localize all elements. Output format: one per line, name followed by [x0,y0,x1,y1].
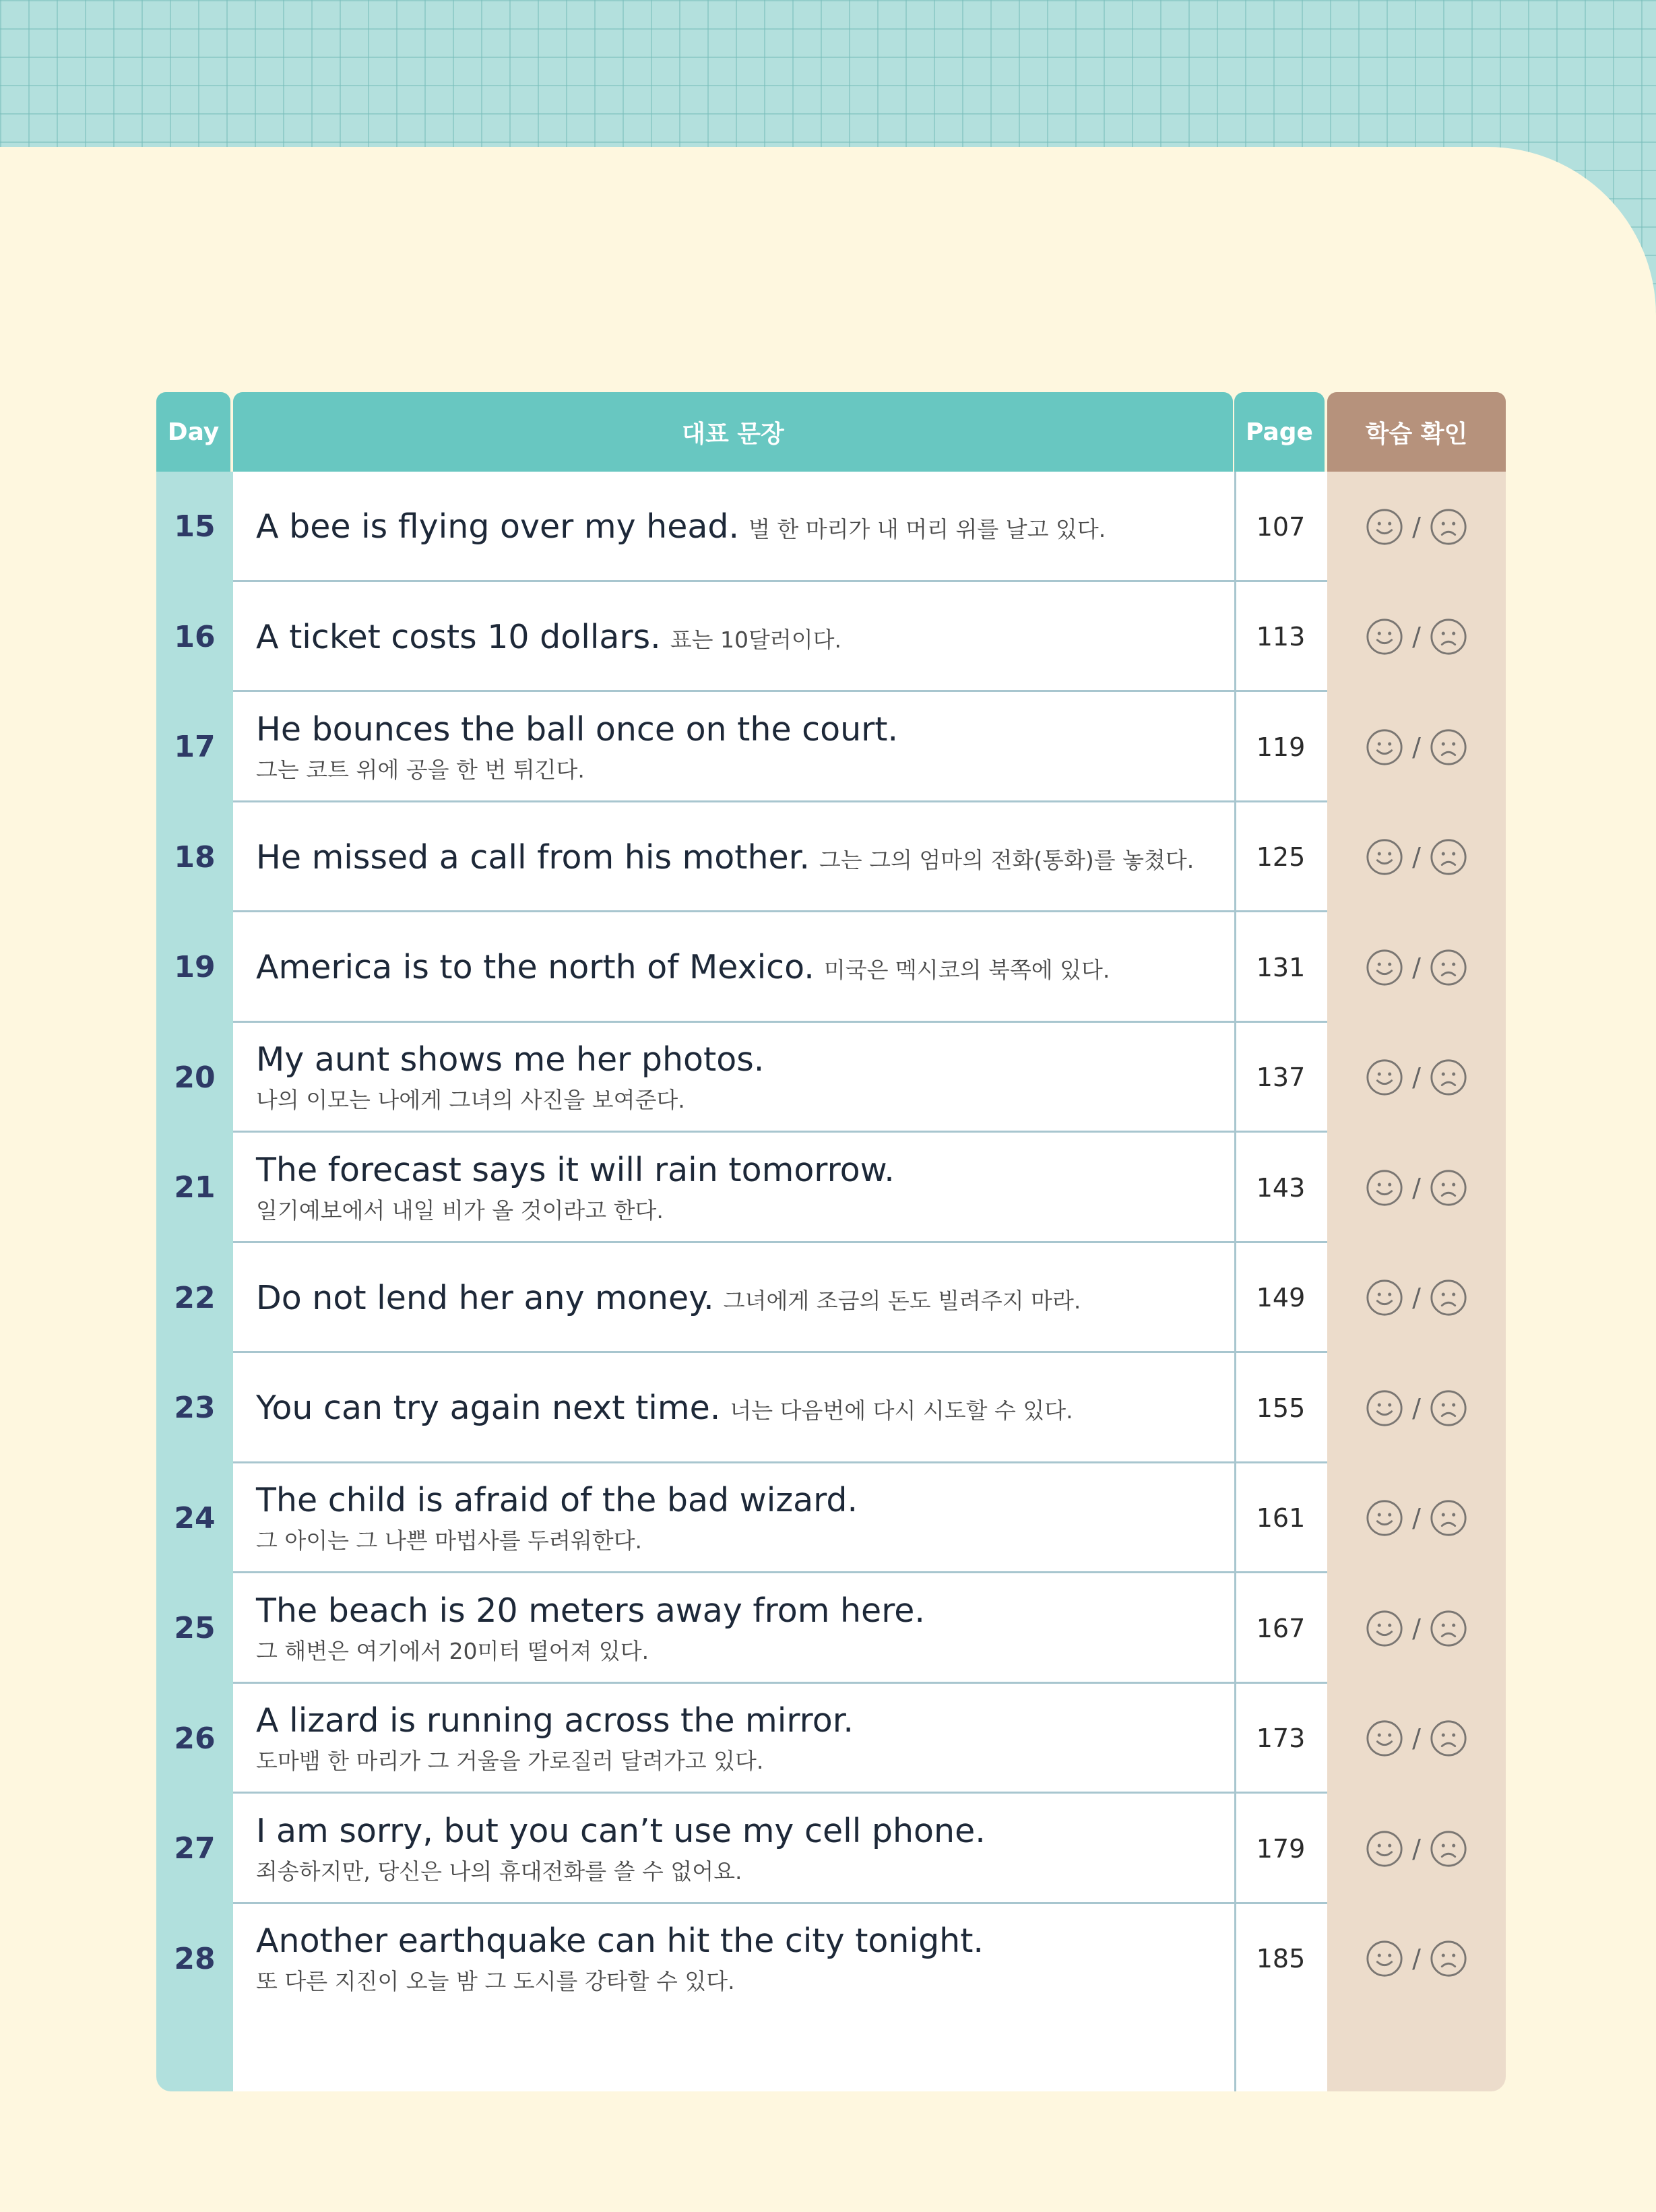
day-number: 15 [174,509,216,544]
page-number: 131 [1256,952,1306,982]
smile-icon[interactable] [1365,1058,1404,1097]
day-number: 27 [174,1831,216,1866]
page-number: 161 [1256,1503,1306,1534]
english-sentence: You can try again next time. [256,1389,721,1428]
korean-translation: 죄송하지만, 당신은 나의 휴대전화를 쓸 수 없어요. [256,1858,742,1885]
smile-icon[interactable] [1365,838,1404,877]
english-sentence: My aunt shows me her photos. [256,1040,765,1079]
sentence-cell [256,912,1219,1023]
table-row [156,1463,1506,1574]
study-check [1327,1243,1506,1354]
separator: / [1412,1393,1421,1423]
study-check [1327,1353,1506,1463]
page-number: 113 [1256,622,1306,652]
table-row [156,582,1506,693]
smile-icon[interactable] [1365,1939,1404,1978]
frown-icon[interactable] [1429,948,1468,987]
study-check [1327,1023,1506,1133]
page-number: 137 [1256,1063,1306,1093]
day-number: 19 [174,950,216,985]
smile-icon[interactable] [1365,617,1404,656]
separator: / [1412,1063,1421,1093]
korean-translation: 일기예보에서 내일 비가 올 것이라고 한다. [256,1197,664,1224]
separator: / [1412,622,1421,652]
day-number: 22 [174,1280,216,1315]
separator: / [1412,732,1421,762]
sentence-cell [256,1133,1219,1243]
table-row [156,472,1506,582]
separator: / [1412,952,1421,982]
table-header [156,392,1506,472]
smile-icon[interactable] [1365,1829,1404,1868]
english-sentence: America is to the north of Mexico. [256,948,815,987]
header-page: Page [1234,392,1325,472]
table-row [156,802,1506,913]
header-check: 학습 확인 [1327,392,1506,472]
separator: / [1412,1283,1421,1313]
korean-translation: 그 해변은 여기에서 20미터 떨어져 있다. [256,1637,649,1664]
english-sentence: The forecast says it will rain tomorrow. [256,1150,895,1189]
frown-icon[interactable] [1429,1058,1468,1097]
sentence-cell [256,1463,1219,1574]
frown-icon[interactable] [1429,1389,1468,1428]
korean-translation: 그녀에게 조금의 돈도 빌려주지 마라. [723,1287,1081,1314]
smile-icon[interactable] [1365,728,1404,767]
korean-translation: 나의 이모는 나에게 그녀의 사진을 보여준다. [256,1087,685,1114]
sentence-cell [256,1684,1219,1794]
study-check [1327,1573,1506,1684]
english-sentence: I am sorry, but you can’t use my cell phone. [256,1811,986,1850]
study-check [1327,472,1506,582]
smile-icon[interactable] [1365,1719,1404,1758]
day-number: 20 [174,1060,216,1095]
korean-translation: 또 다른 지진이 오늘 밤 그 도시를 강타할 수 있다. [256,1968,735,1995]
frown-icon[interactable] [1429,1719,1468,1758]
sentence-cell [256,692,1219,802]
frown-icon[interactable] [1429,838,1468,877]
header-day: Day [156,392,230,472]
day-number: 23 [174,1391,216,1426]
separator: / [1412,1724,1421,1754]
study-check [1327,1794,1506,1904]
korean-translation: 벌 한 마리가 내 머리 위를 날고 있다. [749,516,1106,543]
study-check [1327,1463,1506,1574]
table-body [156,472,1506,2091]
table-rows [156,472,1506,2014]
smile-icon[interactable] [1365,948,1404,987]
page-number: 119 [1256,732,1306,762]
table-row [156,1573,1506,1684]
table-row [156,1794,1506,1904]
page-number: 107 [1256,511,1306,542]
table-row [156,1243,1506,1354]
frown-icon[interactable] [1429,617,1468,656]
table-row [156,1133,1506,1243]
frown-icon[interactable] [1429,1829,1468,1868]
sentence-cell [256,1023,1219,1133]
page-number: 167 [1256,1613,1306,1643]
table-row [156,692,1506,802]
english-sentence: The child is afraid of the bad wizard. [256,1481,858,1520]
day-number: 26 [174,1721,216,1756]
english-sentence: He missed a call from his mother. [256,838,810,877]
day-number: 28 [174,1941,216,1976]
study-check [1327,1904,1506,2015]
day-number: 17 [174,730,216,765]
english-sentence: A bee is flying over my head. [256,507,740,546]
frown-icon[interactable] [1429,1498,1468,1538]
table-row [156,1904,1506,2015]
study-check [1327,692,1506,802]
day-number: 25 [174,1611,216,1646]
separator: / [1412,842,1421,873]
english-sentence: A ticket costs 10 dollars. [256,617,661,656]
page-number: 179 [1256,1833,1306,1864]
study-check [1327,912,1506,1023]
korean-translation: 그는 코트 위에 공을 한 번 튀긴다. [256,756,585,783]
sentence-table [156,392,1506,2091]
separator: / [1412,1613,1421,1643]
smile-icon[interactable] [1365,1609,1404,1648]
page-number: 185 [1256,1944,1306,1974]
frown-icon[interactable] [1429,1609,1468,1648]
sentence-cell [256,1243,1219,1354]
korean-translation: 미국은 멕시코의 북쪽에 있다. [823,957,1110,984]
day-number: 16 [174,619,216,654]
frown-icon[interactable] [1429,1168,1468,1207]
table-row [156,1353,1506,1463]
korean-translation: 표는 10달러이다. [670,626,841,653]
korean-translation: 그 아이는 그 나쁜 마법사를 두려워한다. [256,1527,642,1554]
day-number: 18 [174,840,216,875]
smile-icon[interactable] [1365,507,1404,546]
frown-icon[interactable] [1429,728,1468,767]
table-row [156,1684,1506,1794]
separator: / [1412,511,1421,542]
separator: / [1412,1172,1421,1203]
smile-icon[interactable] [1365,1278,1404,1317]
sentence-cell [256,802,1219,913]
sentence-cell [256,1353,1219,1463]
korean-translation: 그는 그의 엄마의 전화(통화)를 놓쳤다. [819,846,1195,873]
page-number: 143 [1256,1172,1306,1203]
sentence-cell [256,582,1219,693]
page-number: 173 [1256,1724,1306,1754]
english-sentence: A lizard is running across the mirror. [256,1701,854,1740]
korean-translation: 너는 다음번에 다시 시도할 수 있다. [730,1397,1073,1424]
header-sentence: 대표 문장 [233,392,1233,472]
separator: / [1412,1944,1421,1974]
english-sentence: The beach is 20 meters away from here. [256,1591,925,1630]
study-check [1327,1684,1506,1794]
page-number: 149 [1256,1283,1306,1313]
sentence-cell [256,1573,1219,1684]
study-check [1327,802,1506,913]
english-sentence: Do not lend her any money. [256,1278,714,1317]
day-number: 24 [174,1500,216,1536]
korean-translation: 도마뱀 한 마리가 그 거울을 가로질러 달려가고 있다. [256,1748,764,1775]
day-number: 21 [174,1170,216,1205]
english-sentence: He bounces the ball once on the court. [256,709,899,749]
separator: / [1412,1503,1421,1534]
table-row [156,1023,1506,1133]
sentence-cell [256,1794,1219,1904]
table-row [156,912,1506,1023]
smile-icon[interactable] [1365,1498,1404,1538]
smile-icon[interactable] [1365,1389,1404,1428]
english-sentence: Another earthquake can hit the city tonight. [256,1922,984,1961]
study-check [1327,582,1506,693]
frown-icon[interactable] [1429,1939,1468,1978]
separator: / [1412,1833,1421,1864]
frown-icon[interactable] [1429,1278,1468,1317]
frown-icon[interactable] [1429,507,1468,546]
sentence-cell [256,1904,1219,2015]
smile-icon[interactable] [1365,1168,1404,1207]
page-number: 125 [1256,842,1306,873]
study-check [1327,1133,1506,1243]
sentence-cell [256,472,1219,582]
page-number: 155 [1256,1393,1306,1423]
